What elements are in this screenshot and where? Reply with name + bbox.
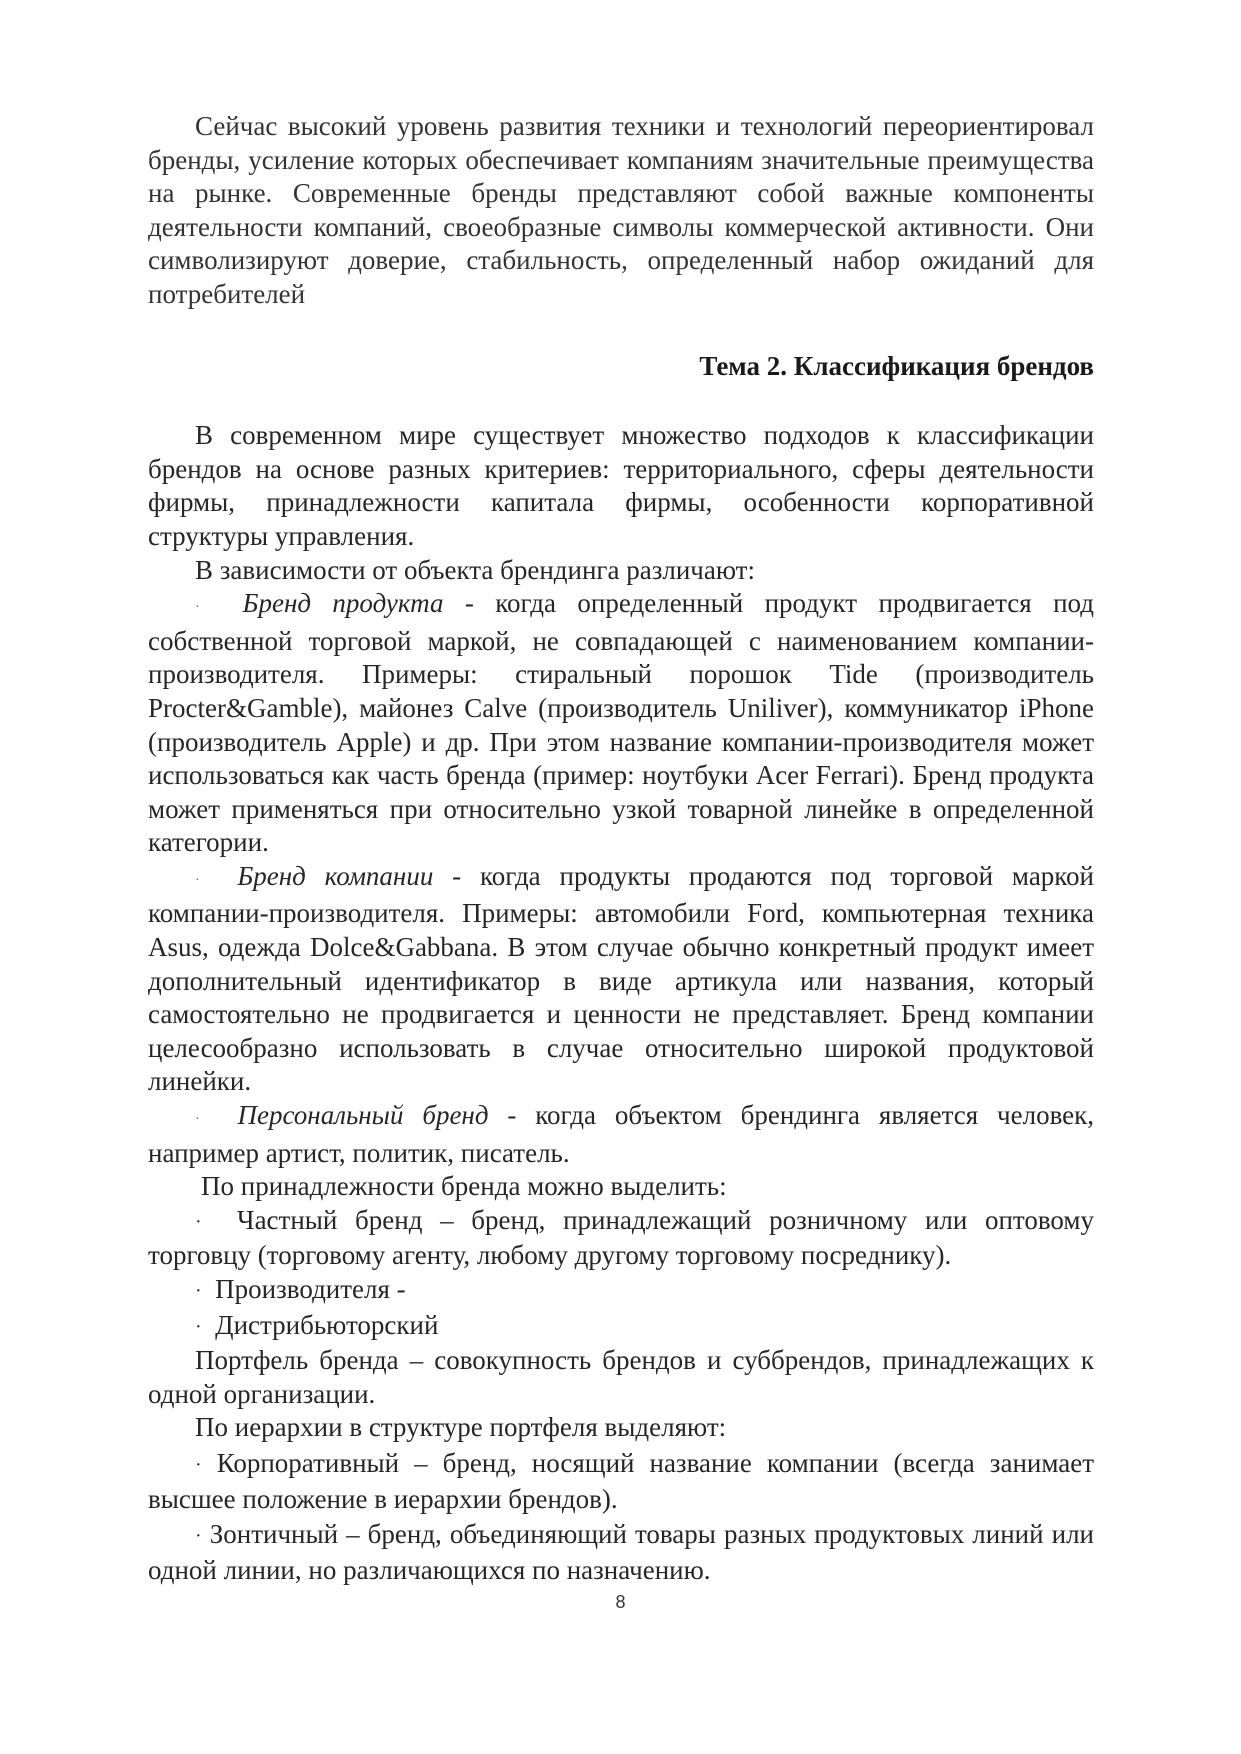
page-content: [148, 110, 1094, 1587]
list-item-manufacturer: [148, 1273, 1094, 1309]
bullet-icon: ·: [195, 872, 200, 888]
object-intro-paragraph: В зависимости от объекта брендинга различают:: [195, 554, 755, 585]
bullet-icon: ·: [195, 1210, 202, 1233]
list-item-umbrella: [148, 1518, 1094, 1587]
bullet-icon: ·: [195, 1112, 200, 1128]
approaches-paragraph: В современном мире существует множество подходов к классификации брендов на основе разных критериев: территориального, сферы деятельности фирмы, принадлежности капитала фирмы, особенности корпоративной структуры управления.: [148, 420, 1094, 551]
company-brand-text: - когда продукты продаются под торговой маркой компании-производителя. Примеры: автомобили Ford, компьютерная техника Asus, одежда Dolce&Gabbana. В этом случае обычно конкретный продукт имеет дополнительный идентификатор в виде артикула или названия, который самостоятельно не продвигается и ценности не представляет. Бренд компании целесообразно использовать в случае относительно широкой продуктовой линейки.: [148, 860, 1095, 1097]
distributor-text: Дистрибьюторский: [215, 1309, 439, 1340]
list-item-private-brand: [148, 1204, 1094, 1273]
bullet-icon: ·: [195, 1525, 202, 1548]
term-company-brand: Бренд компании: [237, 860, 434, 891]
bullet-icon: ·: [195, 1280, 202, 1302]
topic-heading: Тема 2. Классификация брендов: [699, 350, 1094, 381]
portfolio-paragraph: Портфель бренда – совокупность брендов и суббрендов, принадлежащих к одной организации.: [148, 1345, 1094, 1409]
page-number: 8: [615, 1592, 626, 1612]
list-item-corporate: [148, 1447, 1094, 1516]
hierarchy-intro-paragraph: По иерархии в структуре портфеля выделяют:: [195, 1412, 727, 1443]
list-item-product-brand: [148, 587, 1094, 860]
product-brand-text: - когда определенный продукт продвигается под собственной торговой маркой, не совпадающей с наименованием компании-производителя. Примеры: стиральный порошок Tide (производитель Procter&Gamble), майонез Calve (производитель Uniliver), коммуникатор iPhone (производитель Apple) и др. При этом название компании-производителя может использоваться как часть бренда (пример: ноутбуки Acer Ferrari). Бренд продукта может применяться при относительно узкой товарной линейке в определенной категории.: [148, 588, 1094, 858]
intro-paragraph: Сейчас высокий уровень развития техники и технологий переориентировал бренды, усиление которых обеспечивает компаниям значительные преимущества на рынке. Современные бренды представляют собой важные компоненты деятельности компаний, своеобразные символы коммерческой активности. Они символизируют доверие, стабильность, определенный набор ожиданий для потребителей: [148, 111, 1094, 309]
term-personal-brand: Персональный бренд: [237, 1100, 489, 1131]
bullet-icon: ·: [195, 1453, 202, 1476]
ownership-intro-paragraph: По принадлежности бренда можно выделить:: [201, 1171, 727, 1202]
bullet-icon: ·: [195, 1315, 202, 1338]
personal-brand-text: - когда объектом брендинга является человек, например артист, политик, писатель.: [148, 1100, 1095, 1168]
corporate-text: Корпоративный – бренд, носящий название компании (всегда занимает высшее положение в иерархии брендов).: [148, 1447, 1095, 1514]
term-product-brand: Бренд продукта: [242, 588, 444, 619]
list-item-personal-brand: [148, 1099, 1094, 1170]
bullet-icon: ·: [195, 600, 200, 616]
manufacturer-text: Производителя -: [215, 1274, 406, 1304]
list-item-distributor: [148, 1309, 1094, 1345]
umbrella-text: Зонтичный – бренд, объединяющий товары разных продуктовых линий или одной линии, но различающихся по назначению.: [148, 1519, 1094, 1585]
list-item-company-brand: [148, 860, 1094, 1099]
private-brand-text: Частный бренд – бренд, принадлежащий розничному или оптовому торговцу (торговому агенту, любому другому торговому посреднику).: [148, 1204, 1095, 1271]
